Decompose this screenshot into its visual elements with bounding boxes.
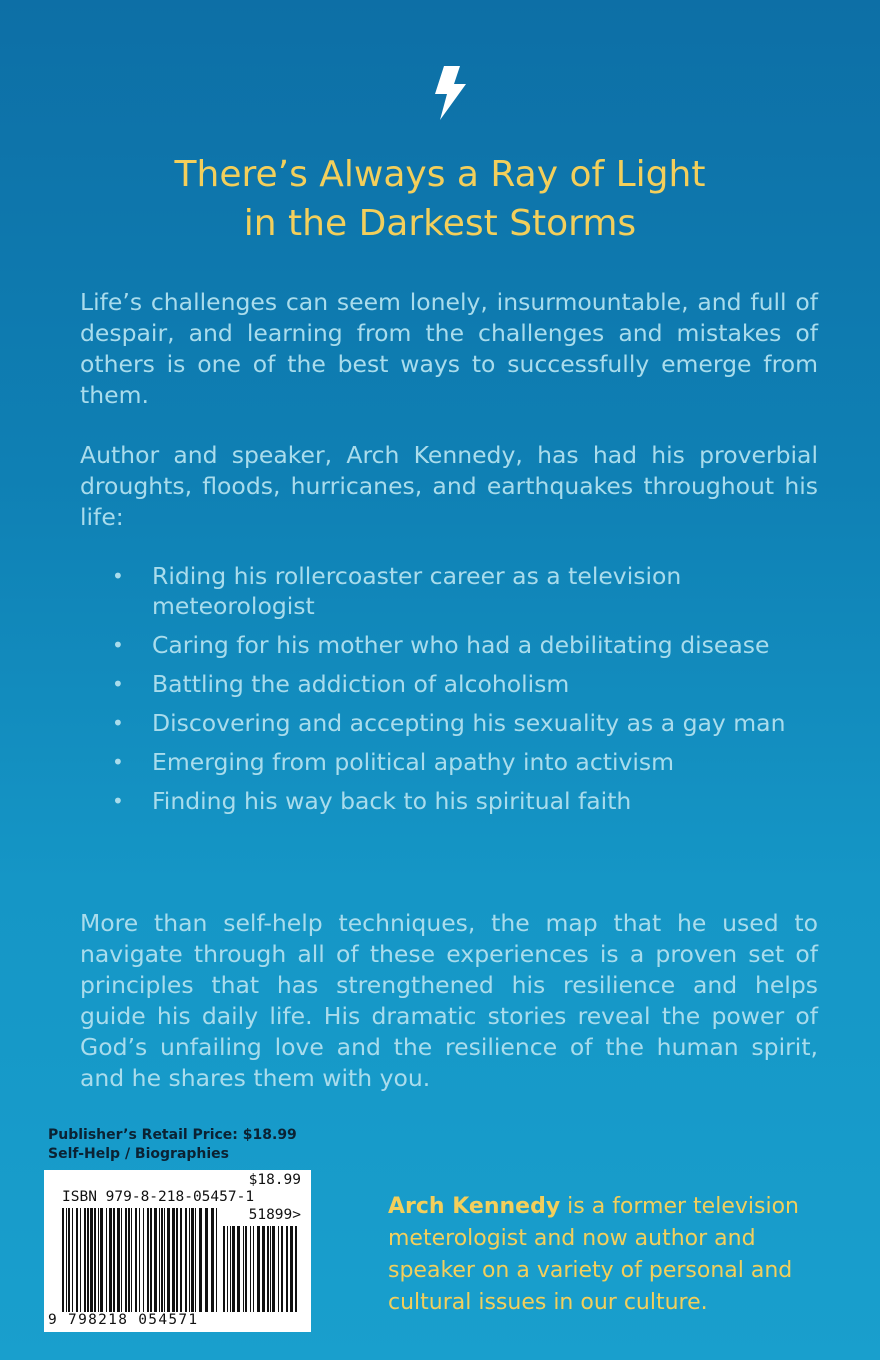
isbn-barcode	[44, 1170, 311, 1332]
retail-info	[48, 1126, 328, 1164]
barcode-addon-digits: 51899>	[248, 1207, 301, 1223]
author-paragraph: Author and speaker, Arch Kennedy, has had his proverbial droughts, floods, hurricanes, and earthquakes throughout his life:	[80, 441, 818, 531]
author-bio	[388, 1191, 848, 1319]
list-item: • Caring for his mother who had a debilitating disease	[110, 630, 800, 660]
barcode-digits: 9 798218 054571	[48, 1312, 199, 1328]
headline	[0, 150, 880, 248]
author-bio-text: is a former television meterologist and now author and speaker on a variety of personal and cultural issues in our culture.	[388, 1194, 799, 1315]
list-item: • Finding his way back to his spiritual faith	[110, 786, 800, 816]
lightning-bolt-icon	[430, 64, 470, 122]
list-item: • Emerging from political apathy into activism	[110, 747, 800, 777]
list-item: • Riding his rollercoaster career as a television meteorologist	[110, 561, 800, 621]
author-name: Arch Kennedy	[388, 1194, 561, 1219]
barcode-isbn: ISBN 979-8-218-05457-1	[62, 1189, 255, 1205]
headline-line-2: in the Darkest Storms	[243, 203, 637, 244]
barcode-bars	[62, 1208, 217, 1312]
closing-paragraph: More than self-help techniques, the map that he used to navigate through all of these experiences is a proven set of principles that has strengthened his resilience and helps guide his daily life. His dramatic stories reveal the power of God’s unfailing love and the resilience of the human spirit, and he shares them with you.	[80, 909, 818, 1092]
intro-paragraph: Life’s challenges can seem lonely, insurmountable, and full of despair, and learning from the challenges and mistakes of others is one of the best ways to successfully emerge from them.	[80, 288, 818, 409]
headline-line-1: There’s Always a Ray of Light	[174, 154, 706, 195]
life-events-list	[110, 561, 800, 825]
barcode-addon-bars	[223, 1226, 297, 1312]
retail-category: Self-Help / Biographies	[48, 1146, 230, 1162]
retail-price: Publisher’s Retail Price: $18.99	[48, 1127, 297, 1143]
list-item: • Discovering and accepting his sexuality as a gay man	[110, 708, 800, 738]
list-item: • Battling the addiction of alcoholism	[110, 669, 800, 699]
barcode-price: $18.99	[248, 1172, 301, 1188]
